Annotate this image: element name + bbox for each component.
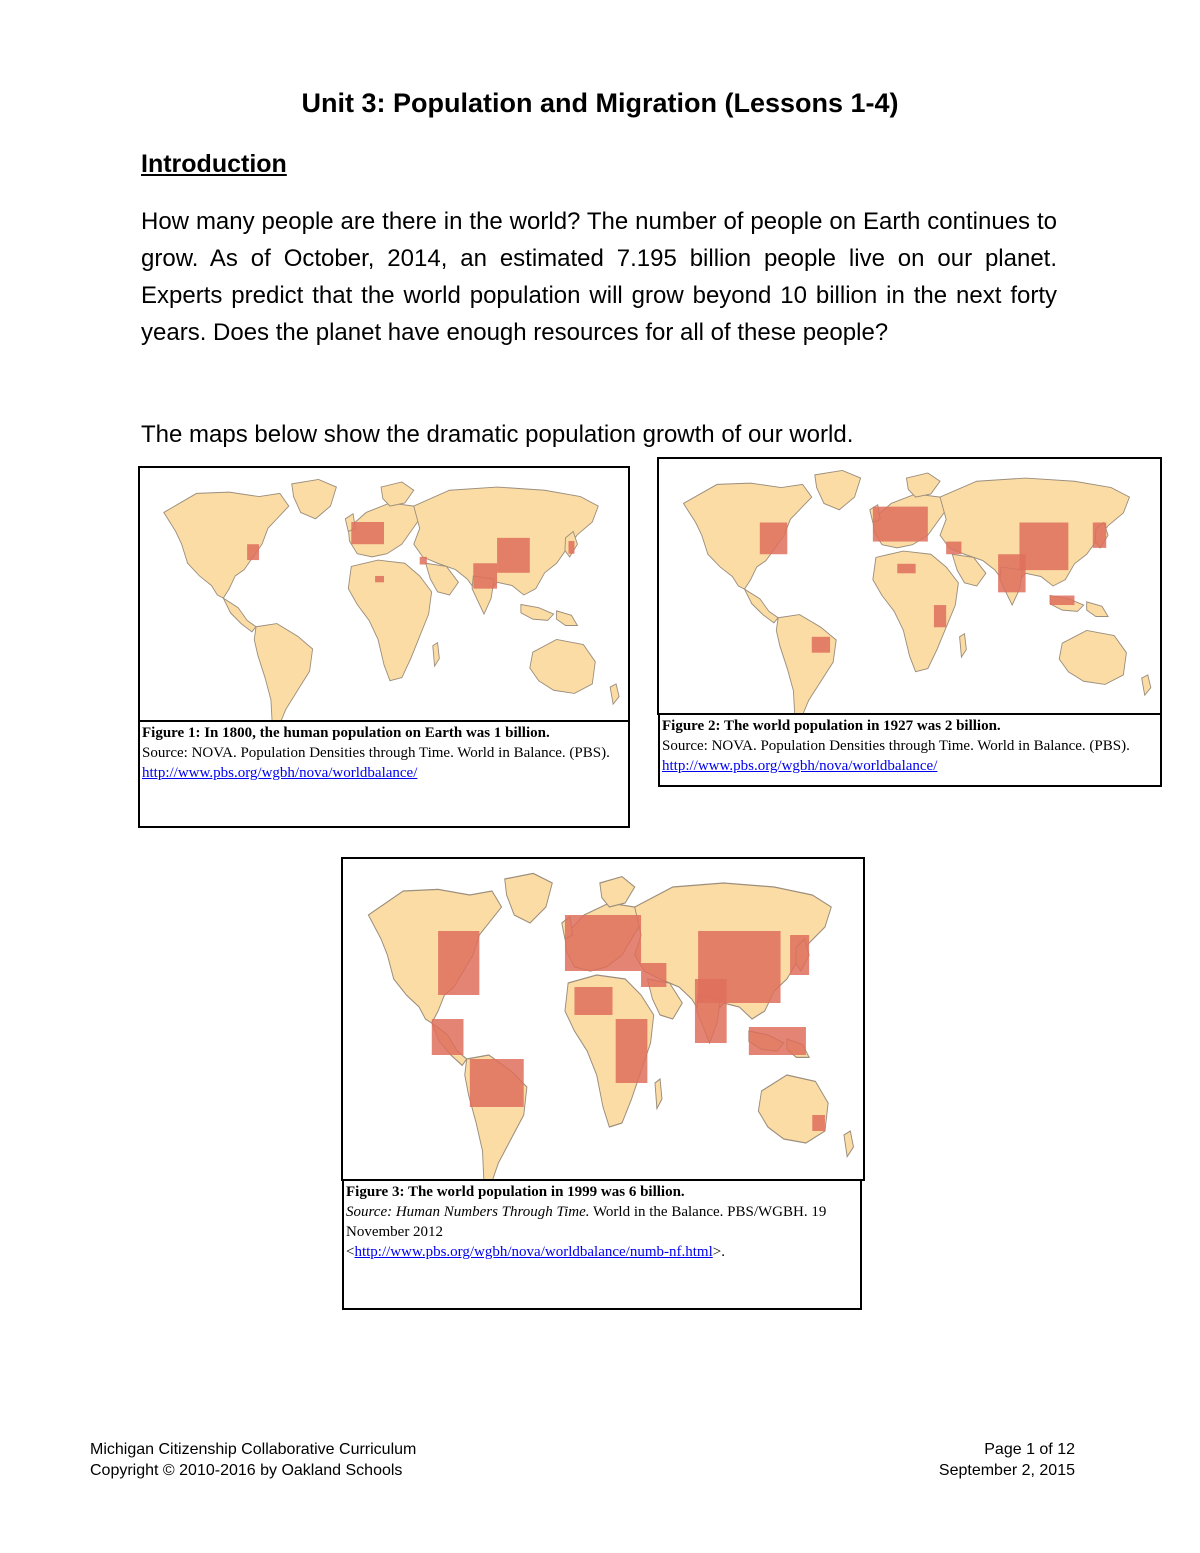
figure-1-map-image [138,466,630,724]
figure-2 [657,457,1162,787]
figure-3-source-label: Source: Human Numbers Through Time. [346,1204,590,1220]
figure-1-source-link[interactable]: http://www.pbs.org/wgbh/nova/worldbalance/ [142,765,418,781]
footer-page-number: Page 1 of 12 [984,1441,1075,1458]
figure-2-caption-title: Figure 2: The world population in 1927 was 2 billion. [662,718,1001,734]
page-title: Unit 3: Population and Migration (Lessons 1-4) [301,88,899,118]
footer-copyright: Copyright © 2010-2016 by Oakland Schools [90,1462,403,1479]
figure-3-source-link[interactable]: http://www.pbs.org/wgbh/nova/worldbalance/numb-nf.html [354,1244,713,1260]
figure-3-source-text: World in the Balance. PBS/WGBH. 19 November 2012 [346,1204,827,1240]
figure-1 [138,466,630,828]
world-map-1927 [659,459,1160,713]
world-map-1999 [343,859,863,1179]
figure-3-caption-title: Figure 3: The world population in 1999 was 6 billion. [346,1184,685,1200]
figure-1-source: Source: NOVA. Population Densities through Time. World in Balance. (PBS). [142,745,610,761]
figure-2-map-image [657,457,1162,715]
figure-3 [341,857,865,1310]
section-heading-introduction: Introduction [141,150,287,178]
world-map-1800 [140,468,628,722]
figure-3-source [346,1202,858,1242]
intro-paragraph: How many people are there in the world? The number of people on Earth continues to grow. As of October, 2014, an estimated 7.195 billion people live on our planet. Experts predict that the world population will grow beyond 10 billion in the next forty years. Does the planet have enough resources for all of these people? [141,208,1057,346]
figure-3-map-image [341,857,865,1181]
footer-curriculum-name: Michigan Citizenship Collaborative Curriculum [90,1441,417,1458]
footer-date: September 2, 2015 [938,1462,1075,1479]
figure-2-caption [658,713,1162,787]
figure-3-caption [342,1179,862,1310]
figure-1-caption [138,720,630,828]
figure-2-source-text: Source: NOVA. Population Densities through Time. World in Balance. (PBS). [662,738,1130,754]
figure-3-link-suffix: >. [712,1244,725,1260]
figure-3-link-line [346,1242,858,1262]
figure-1-caption-title: Figure 1: In 1800, the human population on Earth was 1 billion. [142,725,550,741]
footer-right [939,1439,1075,1481]
figure-2-source [662,736,1158,776]
footer-left [90,1439,416,1481]
figure-3-link-prefix: < [346,1244,355,1260]
maps-intro-sentence: The maps below show the dramatic population growth of our world. [141,421,854,448]
figure-2-source-link[interactable]: http://www.pbs.org/wgbh/nova/worldbalance/ [662,758,938,774]
